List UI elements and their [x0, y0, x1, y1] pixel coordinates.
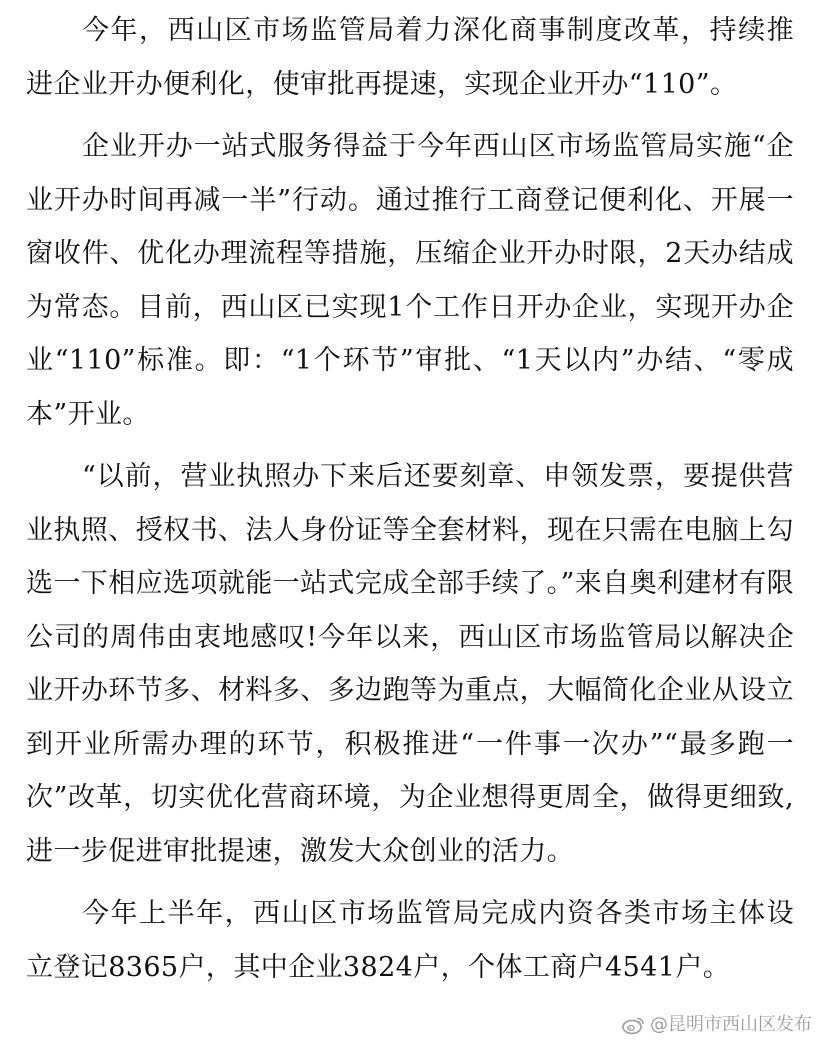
- paragraph-3: “以前，营业执照办下来后还要刻章、申领发票，要提供营业执照、授权书、法人身份证等全套材料，现在只需在电脑上勾选一下相应选项就能一站式完成全部手续了。”来自奥利建材有限公司的周伟由衷地感叹!今年以来，西山区市场监管局以解决企业开办环节多、材料多、多边跑等为重点，大幅简化企业从设立到开业所需办理的环节，积极推进“一件事一次办”“最多跑一次”改革，切实优化营商环境，为企业想得更周全，做得更细致,进一步促进审批提速，激发大众创业的活力。: [26, 461, 794, 867]
- weibo-icon: [622, 1015, 646, 1035]
- paragraph-1: 今年，西山区市场监管局着力深化商事制度改革，持续推进企业开办便利化，使审批再提速，实现企业开办“110”。: [26, 15, 794, 100]
- paragraph-2: 企业开办一站式服务得益于今年西山区市场监管局实施“企业开办时间再减一半”行动。通过推行工商登记便利化、开展一窗收件、优化办理流程等措施，压缩企业开办时限，2天办结成为常态。目前，西山区已实现1个工作日开办企业，实现开办企业“110”标准。即：“1个环节”审批、“1天以内”办结、“零成本”开业。: [26, 131, 794, 430]
- paragraph-4: 今年上半年，西山区市场监管局完成内资各类市场主体设立登记8365户，其中企业3824户，个体工商户4541户。: [26, 898, 794, 983]
- watermark-text: @昆明市西山区发布: [650, 1014, 812, 1035]
- weibo-watermark: [622, 1014, 812, 1036]
